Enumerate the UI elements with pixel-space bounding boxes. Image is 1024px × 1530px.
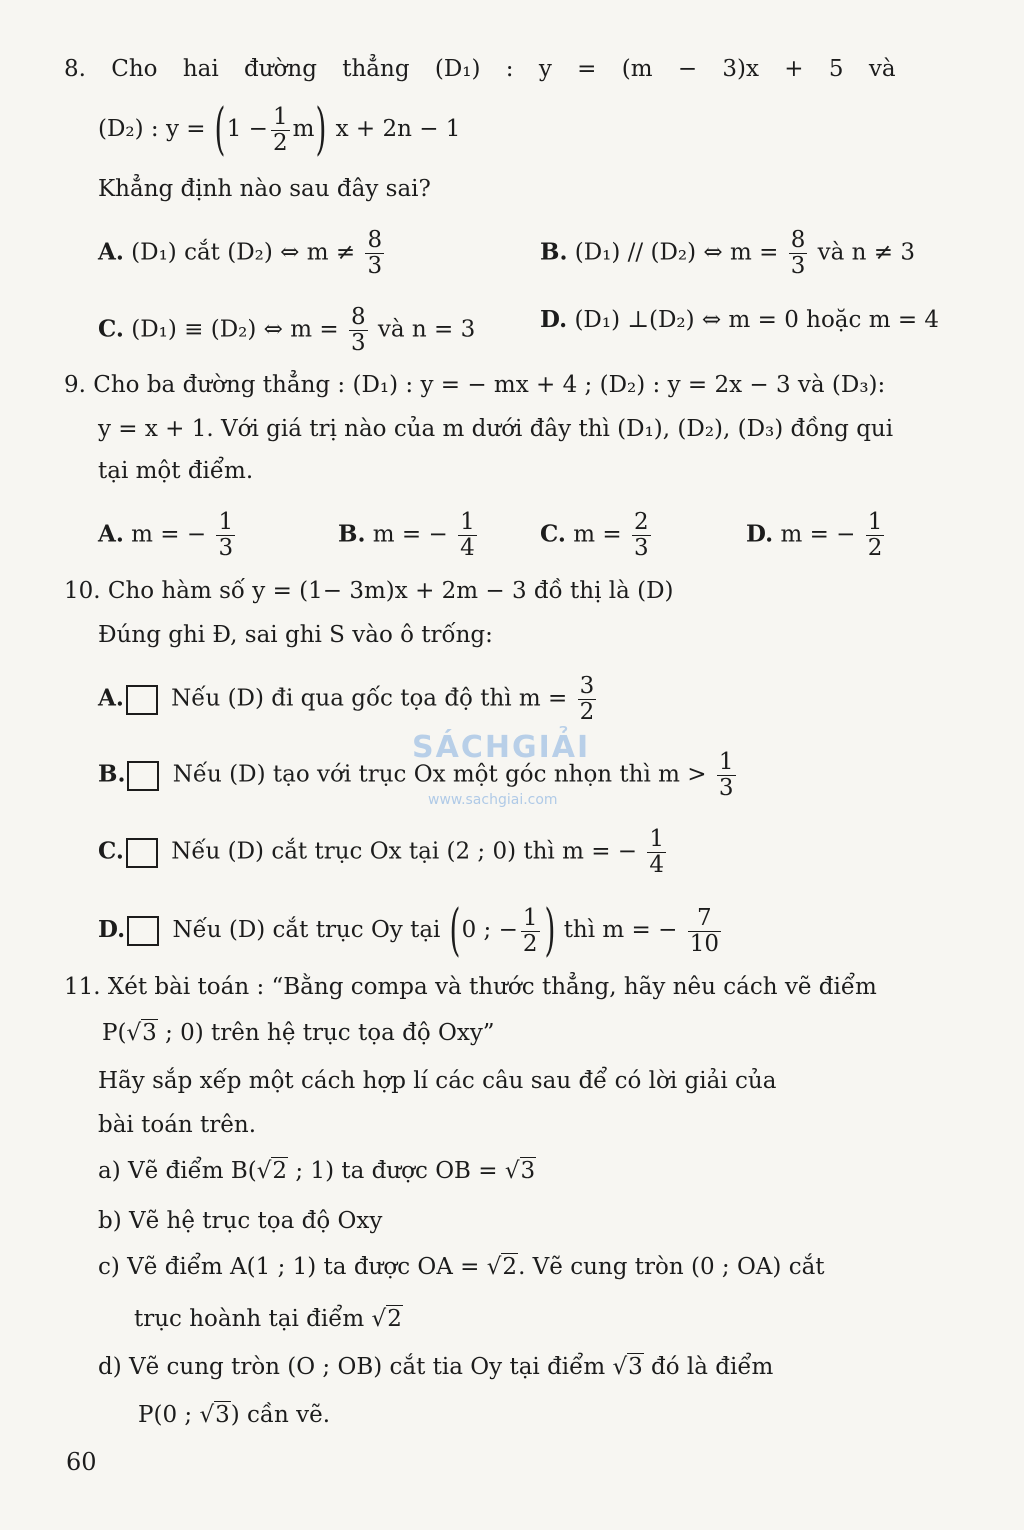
fraction bbox=[521, 906, 540, 957]
q8-option-b bbox=[540, 228, 915, 279]
fraction bbox=[647, 827, 666, 878]
right-paren: ) bbox=[315, 97, 327, 162]
q8-option-d bbox=[540, 305, 939, 335]
text: P( bbox=[102, 1020, 127, 1046]
option-letter: D. bbox=[746, 520, 774, 548]
frac-den: 10 bbox=[689, 930, 719, 957]
q11-step-d2 bbox=[138, 1400, 330, 1430]
radicand: 3 bbox=[215, 1402, 230, 1428]
q10-option-a bbox=[98, 674, 599, 725]
fraction bbox=[789, 228, 808, 279]
q10-line1: 10. Cho hàm số y = (1− 3m)x + 2m − 3 đồ thị là (D) bbox=[64, 578, 674, 604]
option-text: (D₁) ⊥(D₂) ⇔ m = 0 hoặc m = 4 bbox=[574, 307, 940, 333]
frac-den: 4 bbox=[649, 852, 665, 878]
option-letter: C. bbox=[98, 315, 124, 343]
radicand: 3 bbox=[628, 1354, 643, 1380]
frac-num: 1 bbox=[272, 103, 288, 130]
text: c) Vẽ điểm A(1 ; 1) ta được OA = bbox=[98, 1254, 480, 1280]
option-letter: B. bbox=[540, 238, 568, 266]
radicand: 2 bbox=[387, 1306, 402, 1332]
q8-line2 bbox=[98, 97, 461, 162]
frac-num: 1 bbox=[718, 749, 734, 775]
watermark-logo: SÁCHGIẢI bbox=[412, 730, 591, 765]
q10-line2: Đúng ghi Đ, sai ghi S vào ô trống: bbox=[98, 622, 493, 648]
q11-step-a bbox=[98, 1156, 536, 1186]
q8-question: Khẳng định nào sau đây sai? bbox=[98, 176, 431, 202]
option-text: (D₁) cắt (D₂) ⇔ m ≠ bbox=[131, 239, 356, 266]
option-text: Nếu (D) cắt trục Ox tại (2 ; 0) thì m = − bbox=[171, 838, 638, 865]
frac-num: 2 bbox=[633, 509, 649, 535]
frac-den: 2 bbox=[579, 699, 595, 725]
text: P(0 ; bbox=[138, 1402, 193, 1428]
right-paren: ) bbox=[543, 898, 555, 963]
option-tail: thì m = − bbox=[563, 917, 678, 943]
sqrt: √3 bbox=[504, 1158, 536, 1184]
text: đó là điểm bbox=[651, 1354, 774, 1380]
frac-num: 3 bbox=[579, 673, 595, 699]
text: . Vẽ cung tròn (0 ; OA) cắt bbox=[518, 1254, 825, 1280]
q9-line2: y = x + 1. Với giá trị nào của m dưới đây thì (D₁), (D₂), (D₃) đồng qui bbox=[98, 416, 894, 442]
q11-line3: Hãy sắp xếp một cách hợp lí các câu sau để có lời giải của bbox=[98, 1068, 777, 1094]
option-text: m = bbox=[573, 521, 622, 548]
q11-line4: bài toán trên. bbox=[98, 1112, 257, 1138]
q8-fraction bbox=[271, 105, 290, 156]
frac-den: 3 bbox=[790, 253, 806, 279]
option-letter: A. bbox=[98, 238, 124, 266]
frac-num: 1 bbox=[218, 509, 234, 535]
page-number: 60 bbox=[66, 1448, 97, 1476]
frac-den: 2 bbox=[522, 930, 538, 957]
frac-num: 8 bbox=[350, 304, 366, 330]
frac-den: 2 bbox=[272, 129, 288, 156]
fraction bbox=[717, 750, 736, 801]
q8-line1-text: 8. Cho hai đường thẳng (D₁) : y = (m − 3)x + 5 và bbox=[64, 56, 896, 82]
text: ) cần vẽ. bbox=[230, 1402, 331, 1428]
fraction bbox=[578, 674, 597, 725]
q8-line1 bbox=[64, 54, 954, 84]
q9-line3: tại một điểm. bbox=[98, 458, 254, 484]
option-tail: và n = 3 bbox=[377, 316, 476, 343]
fraction bbox=[349, 305, 368, 356]
option-text: Nếu (D) đi qua gốc tọa độ thì m = bbox=[171, 685, 568, 712]
fraction bbox=[458, 510, 477, 561]
q9-line1: 9. Cho ba đường thẳng : (D₁) : y = − mx + 4 ; (D₂) : y = 2x − 3 và (D₃): bbox=[64, 372, 886, 398]
option-letter: A. bbox=[98, 520, 124, 548]
option-tail: và n ≠ 3 bbox=[817, 239, 916, 266]
frac-den: 3 bbox=[218, 535, 234, 561]
frac-den: 3 bbox=[718, 775, 734, 801]
radicand: 3 bbox=[520, 1158, 536, 1184]
answer-box[interactable] bbox=[127, 761, 159, 791]
sqrt: √3 bbox=[199, 1402, 230, 1428]
fraction bbox=[632, 510, 651, 561]
fraction bbox=[688, 906, 721, 957]
radicand: 2 bbox=[502, 1254, 518, 1280]
fraction bbox=[365, 228, 384, 279]
q11-line2 bbox=[102, 1018, 495, 1048]
option-letter: C. bbox=[98, 837, 124, 865]
option-text: m = − bbox=[131, 521, 207, 548]
text: ; 0) trên hệ trục tọa độ Oxy” bbox=[165, 1020, 495, 1046]
text: trục hoành tại điểm bbox=[134, 1306, 365, 1332]
frac-num: 1 bbox=[867, 509, 883, 535]
frac-den: 3 bbox=[367, 253, 383, 279]
text: ; 1) ta được OB = bbox=[295, 1158, 498, 1184]
q10-option-d bbox=[98, 898, 724, 963]
q8-line2-m: m bbox=[292, 116, 315, 142]
q8-line2-mid: 1 − bbox=[226, 116, 268, 142]
option-letter: C. bbox=[540, 520, 566, 548]
option-letter: B. bbox=[338, 520, 366, 548]
q8-line2-pre: (D₂) : y = bbox=[98, 116, 206, 142]
q11-step-c2 bbox=[134, 1304, 403, 1334]
q11-step-d bbox=[98, 1352, 773, 1382]
sqrt: √2 bbox=[371, 1306, 402, 1332]
q9-option-a bbox=[98, 510, 238, 561]
frac-den: 3 bbox=[633, 535, 649, 561]
watermark-url: www.sachgiai.com bbox=[428, 792, 558, 808]
option-text: Nếu (D) cắt trục Oy tại bbox=[172, 917, 441, 943]
frac-num: 8 bbox=[790, 227, 806, 253]
q8-option-c bbox=[98, 305, 475, 356]
option-letter: D. bbox=[98, 916, 126, 943]
frac-num: 7 bbox=[697, 904, 712, 931]
q11-step-b: b) Vẽ hệ trục tọa độ Oxy bbox=[98, 1208, 383, 1234]
frac-num: 1 bbox=[649, 826, 665, 852]
q9-option-b bbox=[338, 510, 480, 561]
frac-num: 1 bbox=[522, 904, 538, 931]
q9-option-c bbox=[540, 510, 654, 561]
frac-den: 4 bbox=[460, 535, 475, 561]
frac-num: 1 bbox=[460, 509, 475, 535]
text: d) Vẽ cung tròn (O ; OB) cắt tia Oy tại điểm bbox=[98, 1354, 606, 1380]
option-text: m = − bbox=[780, 521, 856, 548]
q9-option-d bbox=[746, 510, 887, 561]
option-letter: A. bbox=[98, 684, 124, 712]
answer-box[interactable] bbox=[126, 685, 158, 715]
q8-option-a bbox=[98, 228, 387, 279]
option-letter: B. bbox=[98, 760, 126, 788]
option-text: (D₁) // (D₂) ⇔ m = bbox=[574, 239, 779, 266]
frac-den: 2 bbox=[867, 535, 883, 561]
option-text: (D₁) ≡ (D₂) ⇔ m = bbox=[131, 316, 339, 343]
q11-line1: 11. Xét bài toán : “Bằng compa và thước thẳng, hãy nêu cách vẽ điểm bbox=[64, 974, 877, 1000]
answer-box[interactable] bbox=[127, 916, 159, 946]
fraction bbox=[216, 510, 235, 561]
frac-num: 8 bbox=[367, 227, 383, 253]
point-pre: 0 ; − bbox=[461, 917, 518, 943]
text: a) Vẽ điểm B( bbox=[98, 1158, 257, 1184]
answer-box[interactable] bbox=[126, 838, 158, 868]
frac-den: 3 bbox=[350, 330, 366, 356]
q8-line2-post: x + 2n − 1 bbox=[335, 116, 461, 142]
q11-step-c bbox=[98, 1252, 825, 1282]
sqrt: √2 bbox=[256, 1158, 288, 1184]
option-text: m = − bbox=[372, 521, 448, 548]
left-paren: ( bbox=[449, 898, 461, 963]
radicand: 3 bbox=[142, 1020, 157, 1046]
sqrt: √3 bbox=[612, 1354, 643, 1380]
sqrt: √3 bbox=[126, 1020, 157, 1046]
radicand: 2 bbox=[272, 1158, 288, 1184]
left-paren: ( bbox=[214, 97, 226, 162]
q10-option-c bbox=[98, 827, 669, 878]
fraction bbox=[866, 510, 885, 561]
sqrt: √2 bbox=[486, 1254, 518, 1280]
option-letter: D. bbox=[540, 306, 568, 333]
option-text: Nếu (D) tạo với trục Ox một góc nhọn thì m > bbox=[172, 761, 707, 788]
